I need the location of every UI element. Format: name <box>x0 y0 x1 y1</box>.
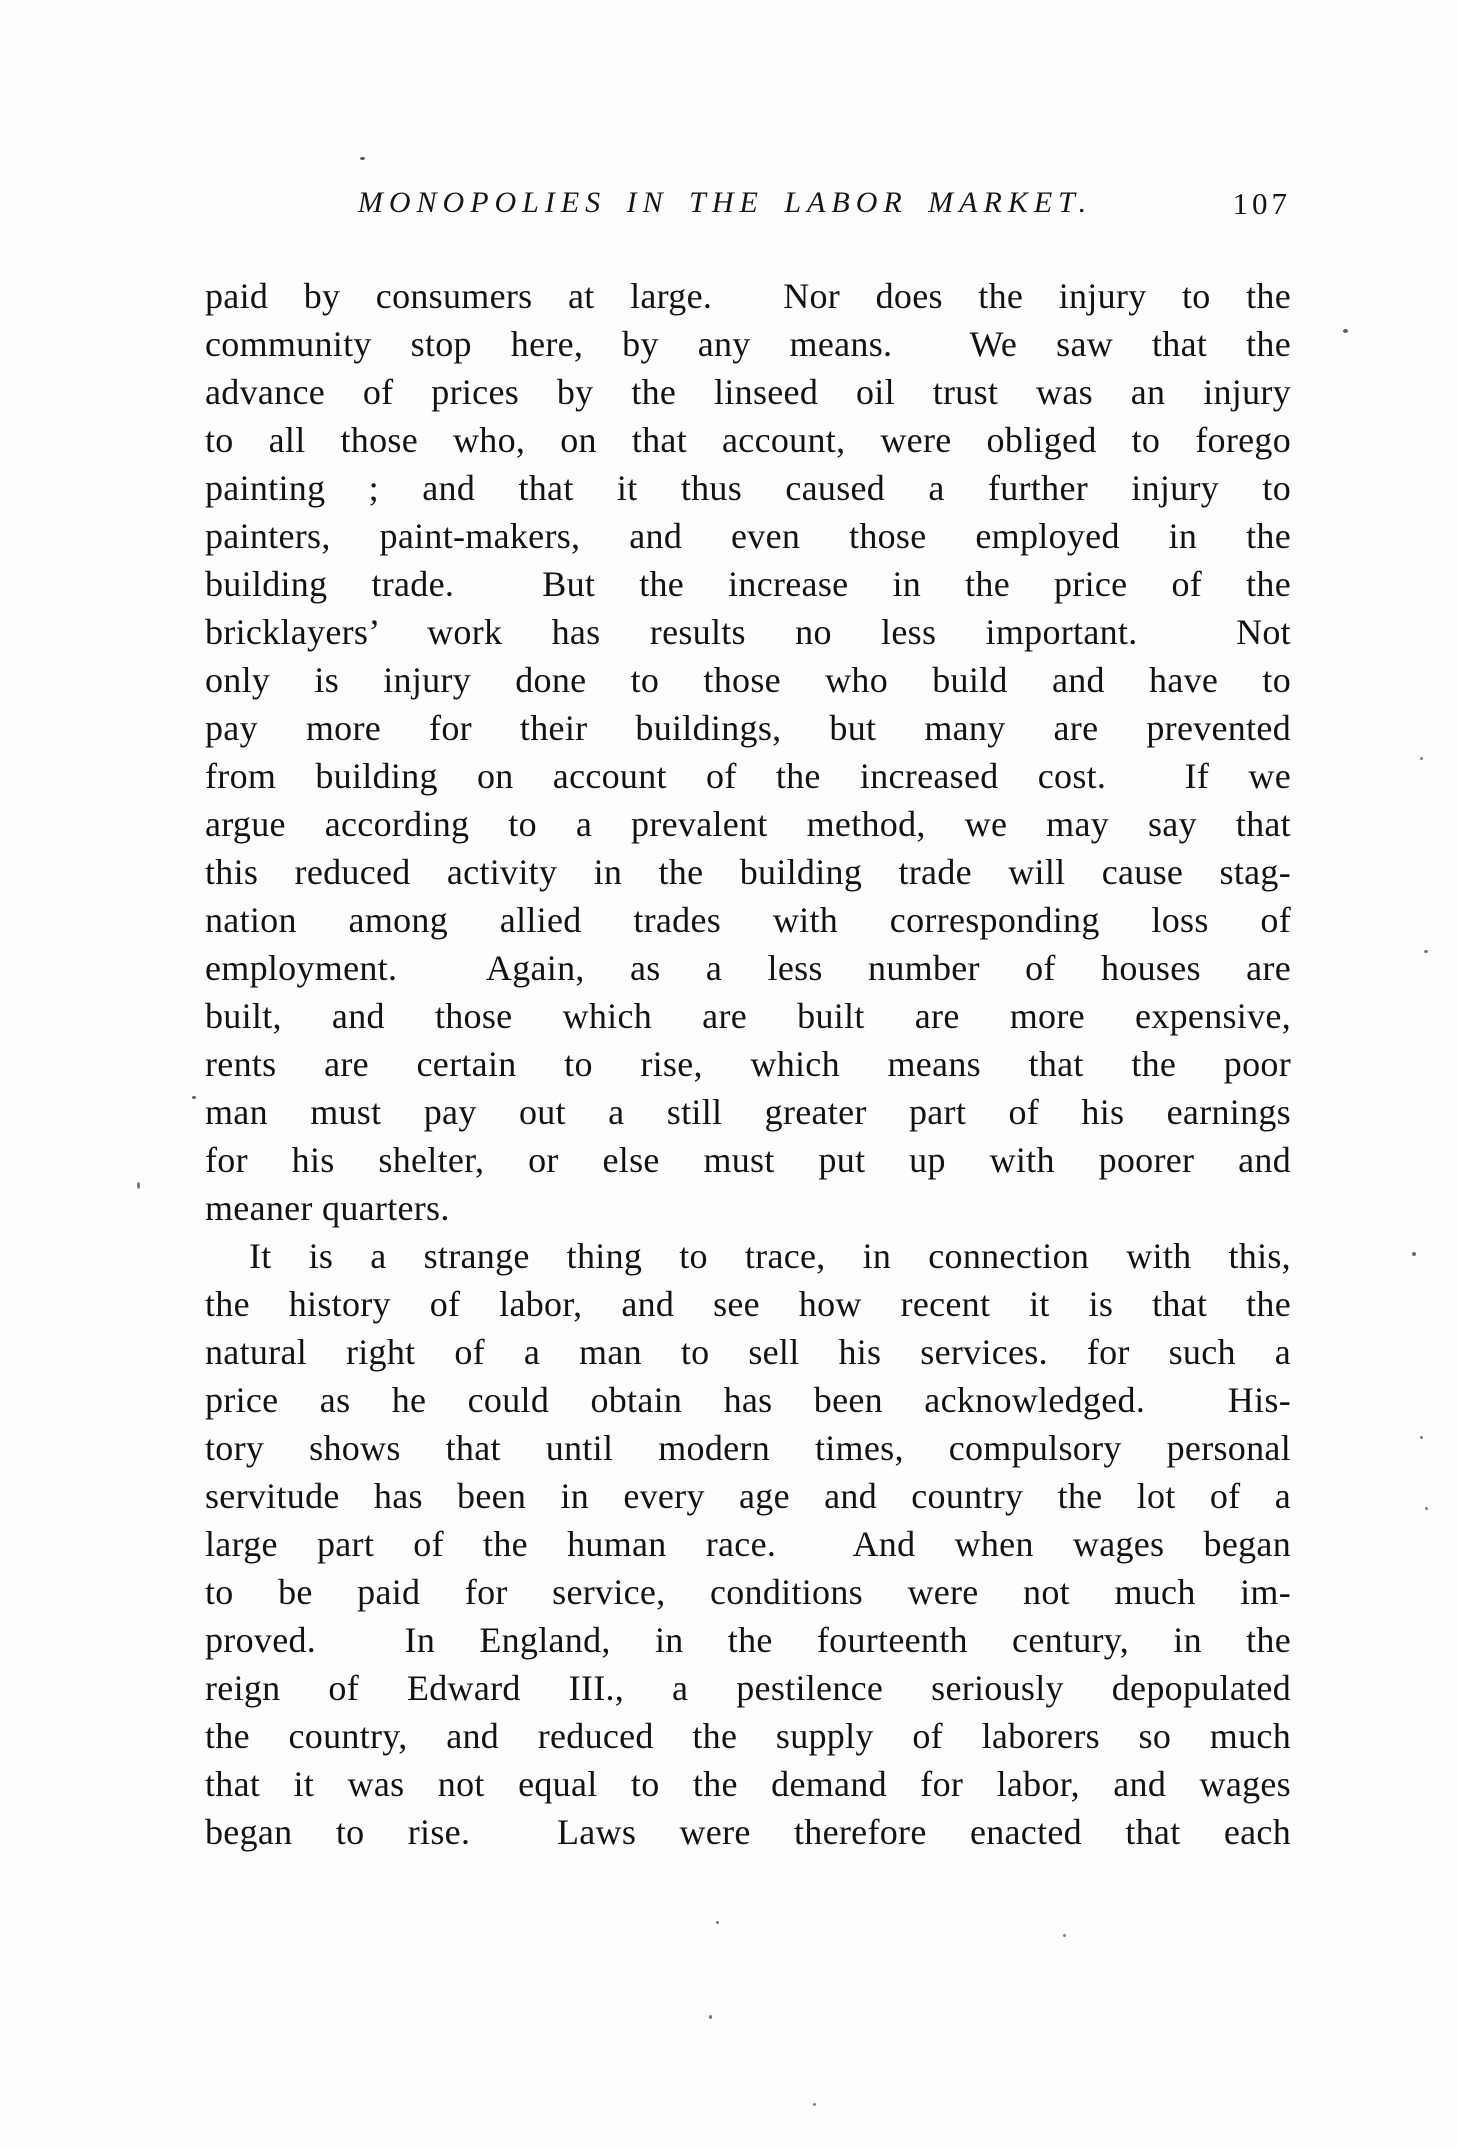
paragraph <box>205 1232 1291 1856</box>
scan-speck <box>1420 757 1423 760</box>
text-line: to all those who, on that account, were obliged to forego <box>205 420 1291 460</box>
scan-speck <box>1343 329 1348 333</box>
text-line: meaner quarters. <box>205 1188 450 1228</box>
scan-speck <box>360 157 365 160</box>
text-line: man must pay out a still greater part of his earnings <box>205 1092 1291 1132</box>
text-line: bricklayers’ work has results no less important. Not <box>205 612 1291 652</box>
text-line: price as he could obtain has been acknowledged. His- <box>205 1380 1291 1420</box>
text-line: community stop here, by any means. We saw that the <box>205 324 1291 364</box>
text-line: servitude has been in every age and country the lot of a <box>205 1476 1291 1516</box>
text-line: pay more for their buildings, but many are prevented <box>205 708 1291 748</box>
text-line: to be paid for service, conditions were not much im- <box>205 1572 1291 1612</box>
text-line: began to rise. Laws were therefore enacted that each <box>205 1812 1291 1852</box>
text-line: painters, paint-makers, and even those employed in the <box>205 516 1291 556</box>
scan-speck <box>137 1182 140 1189</box>
scan-speck <box>192 1096 196 1099</box>
scan-speck <box>709 2015 712 2019</box>
text-line: this reduced activity in the building trade will cause stag- <box>205 852 1291 892</box>
text-line: reign of Edward III., a pestilence seriously depopulated <box>205 1668 1291 1708</box>
text-line: the history of labor, and see how recent it is that the <box>205 1284 1291 1324</box>
text-line: rents are certain to rise, which means that the poor <box>205 1044 1291 1084</box>
text-line: proved. In England, in the fourteenth century, in the <box>205 1620 1291 1660</box>
paragraph <box>205 272 1291 1232</box>
text-line: nation among allied trades with corresponding loss of <box>205 900 1291 940</box>
text-line: for his shelter, or else must put up with poorer and <box>205 1140 1291 1180</box>
running-header-title: MONOPOLIES IN THE LABOR MARKET. <box>357 186 1093 219</box>
text-line: painting ; and that it thus caused a further injury to <box>205 468 1291 508</box>
text-line: building trade. But the increase in the price of the <box>205 564 1291 604</box>
text-line: large part of the human race. And when wages began <box>205 1524 1291 1564</box>
scan-speck <box>1424 950 1428 953</box>
running-header <box>205 186 1291 230</box>
text-line: from building on account of the increased cost. If we <box>205 756 1291 796</box>
page-number: 107 <box>1232 186 1291 221</box>
scan-speck <box>716 1921 719 1924</box>
text-line: advance of prices by the linseed oil trust was an injury <box>205 372 1291 412</box>
text-line: that it was not equal to the demand for labor, and wages <box>205 1764 1291 1804</box>
scan-speck <box>813 2103 816 2106</box>
text-line: the country, and reduced the supply of laborers so much <box>205 1716 1291 1756</box>
text-line: paid by consumers at large. Nor does the injury to the <box>205 276 1291 316</box>
scan-speck <box>1412 1252 1416 1256</box>
text-line: built, and those which are built are more expensive, <box>205 996 1291 1036</box>
text-line: argue according to a prevalent method, we may say that <box>205 804 1291 844</box>
text-line: natural right of a man to sell his services. for such a <box>205 1332 1291 1372</box>
page-text <box>205 272 1291 1856</box>
scan-speck <box>1425 1507 1428 1510</box>
scan-speck <box>1420 1436 1423 1439</box>
text-line: employment. Again, as a less number of houses are <box>205 948 1291 988</box>
text-line: only is injury done to those who build and have to <box>205 660 1291 700</box>
text-line: It is a strange thing to trace, in connection with this, <box>249 1236 1291 1276</box>
text-line: tory shows that until modern times, compulsory personal <box>205 1428 1291 1468</box>
scan-speck <box>1063 1934 1066 1937</box>
